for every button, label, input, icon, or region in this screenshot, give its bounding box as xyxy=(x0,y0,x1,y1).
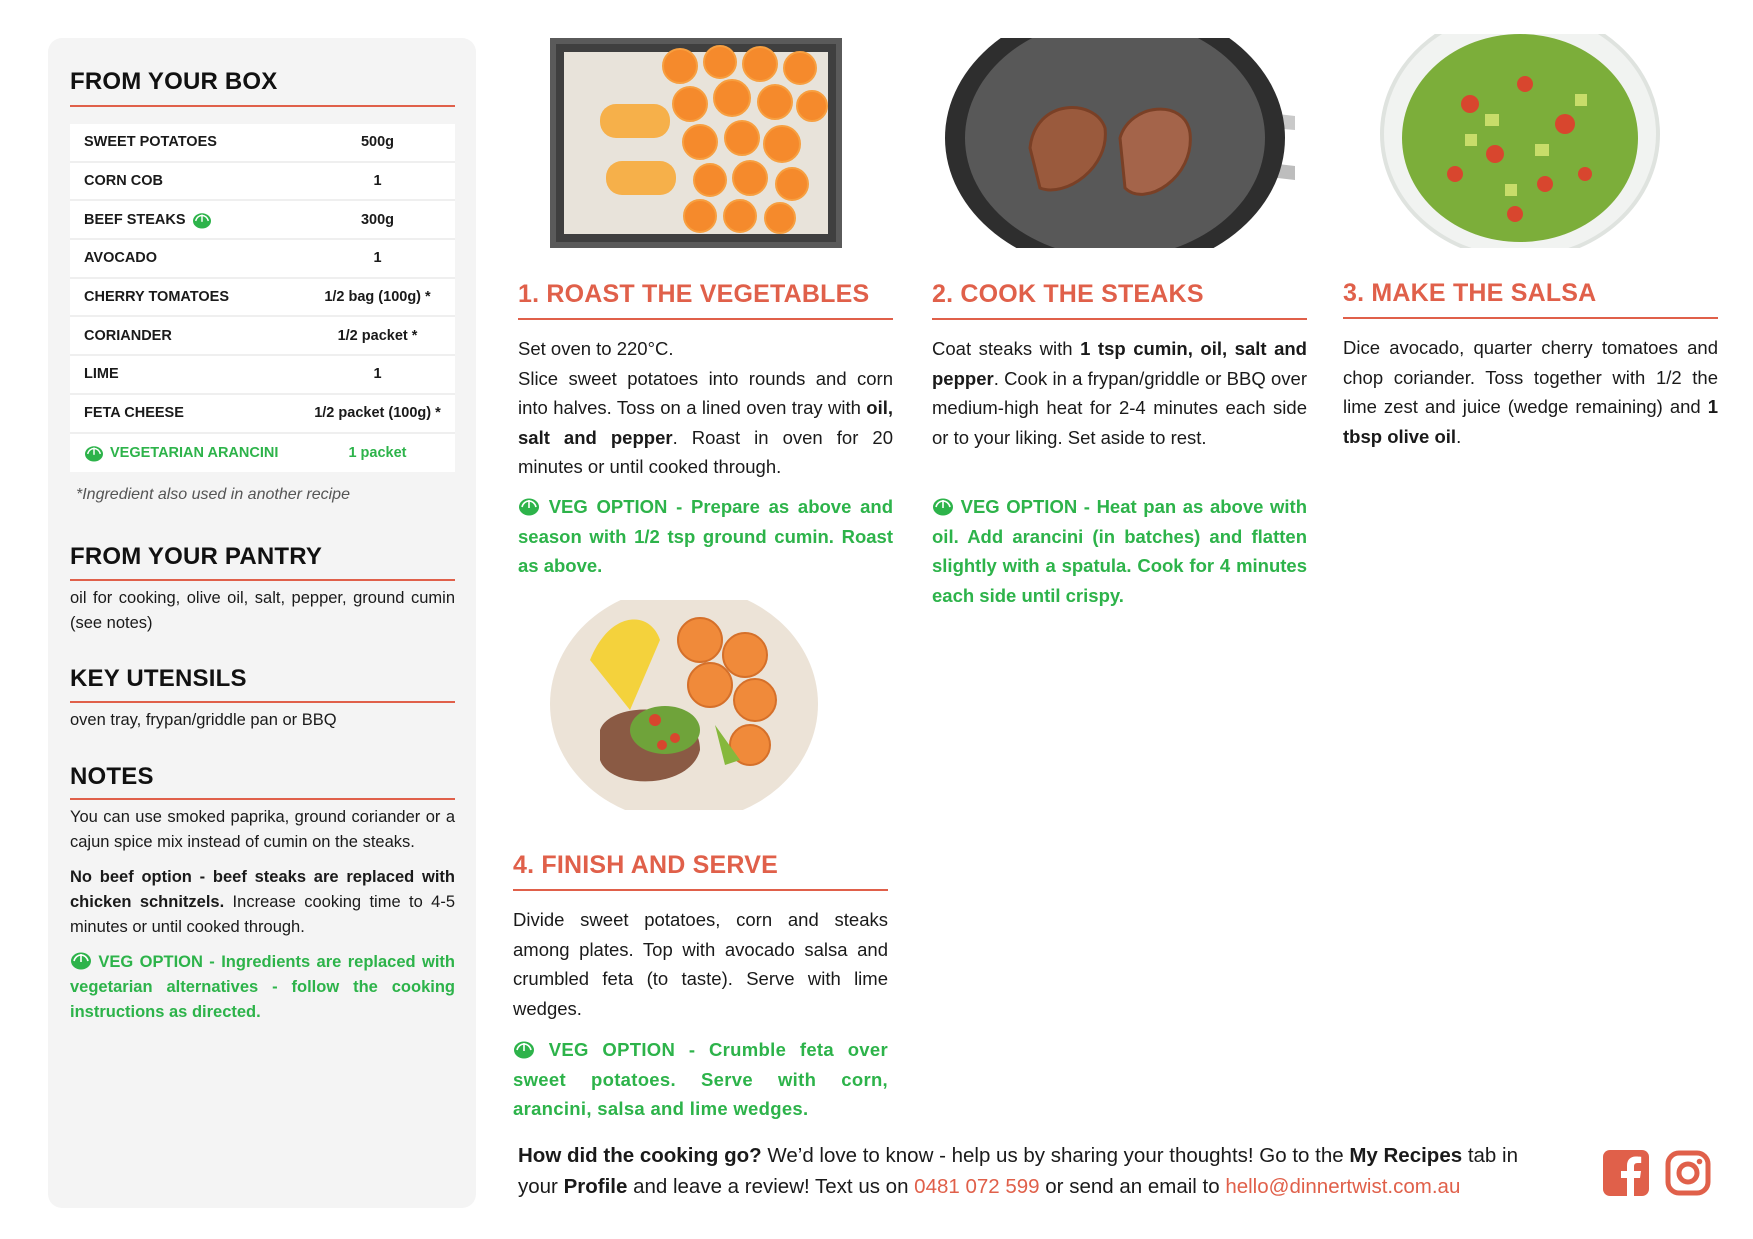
ingredient-row xyxy=(70,317,455,356)
ingredient-quantity: 300g xyxy=(360,211,395,228)
step-2-text-end: . Cook in a frypan/griddle or BBQ over medium-high heat for 2-4 minutes each side or to your liking. Set aside to rest. xyxy=(932,367,1307,448)
ingredient-row xyxy=(70,395,455,434)
pantry-text: oil for cooking, olive oil, salt, pepper, ground cumin (see notes) xyxy=(70,589,455,632)
ingredient-quantity: 1/2 bag (100g) * xyxy=(324,289,431,306)
ingredients-table xyxy=(70,124,455,472)
step-4-veg-option xyxy=(513,1035,888,1124)
step-4-title: 4. FINISH AND SERVE xyxy=(513,851,778,879)
step-1-title: 1. ROAST THE VEGETABLES xyxy=(518,280,870,308)
ingredient-name xyxy=(70,289,300,305)
step-4-veg-text: VEG OPTION - Crumble feta over sweet potatoes. Serve with corn, arancini, salsa and lime wedges. xyxy=(513,1039,888,1119)
section-divider xyxy=(70,579,455,581)
section-divider xyxy=(70,798,455,800)
vegetarian-leaf-icon xyxy=(192,211,212,229)
step-3-title: 3. MAKE THE SALSA xyxy=(1343,279,1597,307)
step-2-title: 2. COOK THE STEAKS xyxy=(932,280,1204,308)
vegetarian-leaf-icon xyxy=(932,496,954,516)
ingredient-quantity: 1/2 packet (100g) * xyxy=(314,405,441,422)
ingredient-name xyxy=(70,366,300,382)
ingredient-quantity: 1 xyxy=(373,250,382,267)
notes-bold: No beef option - beef steaks are replaced with chicken schnitzels. xyxy=(70,868,455,911)
instagram-icon[interactable] xyxy=(1665,1150,1711,1196)
ingredient-footnote: *Ingredient also used in another recipe xyxy=(76,486,350,503)
from-your-pantry-title: FROM YOUR PANTRY xyxy=(70,543,323,570)
ingredient-quantity: 1 packet xyxy=(348,444,407,461)
ingredient-name xyxy=(70,173,300,189)
step-2-veg-text: VEG OPTION - Heat pan as above with oil. Add arancini (in batches) and flatten slightly with a spatula. Cook for 4 minutes each side until crispy. xyxy=(932,496,1308,606)
ingredient-name-text: CORN COB xyxy=(84,173,163,190)
ingredient-name-text: CORIANDER xyxy=(84,327,172,344)
step-1-veg-option xyxy=(518,492,893,581)
step-1-bold: oil, salt and pepper xyxy=(518,397,893,448)
frypan-steaks-photo xyxy=(945,38,1295,248)
step-divider xyxy=(518,318,893,320)
ingredient-quantity: 1/2 packet * xyxy=(337,327,418,344)
key-utensils-title: KEY UTENSILS xyxy=(70,665,247,692)
vegetarian-leaf-icon xyxy=(513,1039,535,1059)
ingredient-row xyxy=(70,163,455,202)
ingredient-quantity: 1 xyxy=(373,366,382,383)
ingredient-row xyxy=(70,356,455,395)
ingredient-name-text: CHERRY TOMATOES xyxy=(84,289,230,306)
phone-number-link[interactable]: 0481 072 599 xyxy=(914,1175,1040,1198)
step-divider xyxy=(513,889,888,891)
utensils-text: oven tray, frypan/griddle pan or BBQ xyxy=(70,711,337,729)
feedback-text: or send an email to xyxy=(1039,1175,1226,1198)
step-1-oven-temp: Set oven to 220°C. xyxy=(518,338,674,359)
step-1-veg-text: VEG OPTION - Prepare as above and season with 1/2 tsp ground cumin. Roast as above. xyxy=(518,496,893,576)
my-recipes-tab-text: My Recipes xyxy=(1349,1144,1463,1167)
notes-text-1: You can use smoked paprika, ground coriander or a cajun spice mix instead of cumin on the steaks. xyxy=(70,808,455,851)
notes-title: NOTES xyxy=(70,763,154,790)
step-1-instructions xyxy=(518,334,893,482)
ingredient-row xyxy=(70,279,455,318)
step-2-bold: 1 tsp cumin, oil, salt and pepper xyxy=(932,338,1307,389)
vegetarian-leaf-icon xyxy=(84,444,104,462)
ingredient-quantity: 500g xyxy=(360,134,395,151)
feedback-text: We’d love to know - help us by sharing your thoughts! Go to the xyxy=(761,1144,1350,1167)
ingredient-quantity: 1 xyxy=(373,173,382,190)
ingredient-row xyxy=(70,124,455,163)
ingredient-name-text: VEGETARIAN ARANCINI xyxy=(110,444,279,461)
vegetarian-leaf-icon xyxy=(518,496,540,516)
ingredient-name-text: AVOCADO xyxy=(84,250,158,267)
step-3-bold: 1 tbsp olive oil xyxy=(1343,396,1718,447)
section-divider xyxy=(70,701,455,703)
step-3-text: Dice avocado, quarter cherry tomatoes and chop coriander. Toss together with 1/2 the lime zest and juice (wedge remaining) and xyxy=(1343,337,1718,417)
salsa-bowl-photo xyxy=(1375,34,1665,248)
email-link[interactable]: hello@dinnertwist.com.au xyxy=(1225,1175,1461,1198)
ingredient-name xyxy=(70,211,300,229)
step-1-text-end: . Roast in oven for 20 minutes or until cooked through. xyxy=(518,426,893,477)
plated-dish-photo xyxy=(550,600,818,810)
ingredient-row xyxy=(70,240,455,279)
ingredient-name-text: BEEF STEAKS xyxy=(84,211,186,228)
step-divider xyxy=(932,318,1307,320)
ingredient-name xyxy=(70,328,300,344)
ingredient-name xyxy=(70,405,300,421)
feedback-text: and leave a review! Text us on xyxy=(627,1175,915,1198)
ingredient-row xyxy=(70,434,455,473)
step-2-text: Coat steaks with xyxy=(932,338,1081,359)
from-your-box-title: FROM YOUR BOX xyxy=(70,68,278,95)
ingredient-name-text: SWEET POTATOES xyxy=(84,134,217,151)
step-divider xyxy=(1343,317,1718,319)
step-3-text-end: . xyxy=(1456,425,1462,447)
step-2-instructions xyxy=(932,334,1307,452)
section-divider xyxy=(70,105,455,107)
feedback-text: tab in your xyxy=(518,1144,1518,1198)
facebook-icon[interactable] xyxy=(1603,1150,1649,1196)
ingredients-panel xyxy=(48,38,476,1208)
ingredient-name-text: LIME xyxy=(84,366,119,383)
step-2-veg-option xyxy=(932,492,1307,610)
step-3-instructions xyxy=(1343,333,1718,451)
ingredient-name xyxy=(70,134,300,150)
notes-text: Increase cooking time to 4-5 minutes or until cooked through. xyxy=(70,893,455,936)
step-1-text: Slice sweet potatoes into rounds and corn into halves. Toss on a lined oven tray with xyxy=(518,367,893,418)
profile-text: Profile xyxy=(563,1175,628,1198)
step-4-instructions: Divide sweet potatoes, corn and steaks among plates. Top with avocado salsa and crumbled feta (to taste). Serve with lime wedges. xyxy=(513,909,888,1019)
ingredient-row xyxy=(70,201,455,240)
ingredient-name-text: FETA CHEESE xyxy=(84,405,184,422)
ingredient-name xyxy=(70,250,300,266)
ingredient-name xyxy=(70,444,300,462)
roasting-tray-photo xyxy=(550,38,842,248)
notes-veg-text: VEG OPTION - Ingredients are replaced with vegetarian alternatives - follow the cooking instructions as directed. xyxy=(70,953,455,1021)
feedback-question: How did the cooking go? xyxy=(518,1144,762,1167)
feedback-message xyxy=(518,1140,1558,1202)
vegetarian-leaf-icon xyxy=(70,950,92,970)
notes-veg-option xyxy=(70,950,455,1025)
notes-text-2 xyxy=(70,865,455,940)
